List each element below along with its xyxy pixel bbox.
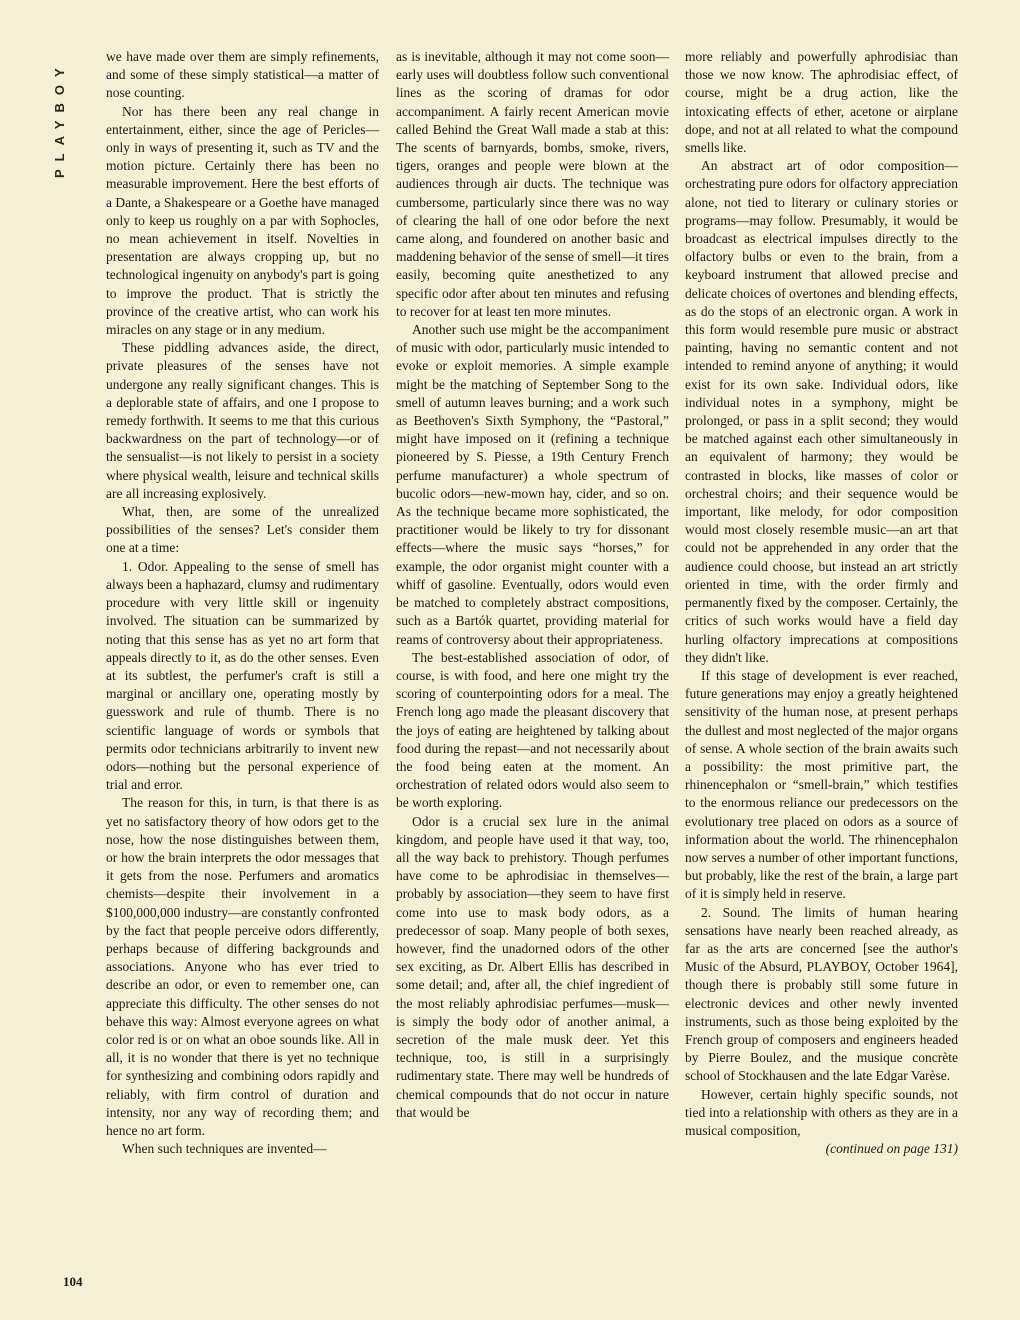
paragraph: we have made over them are simply refinements, and some of these simply statistical—a matter of nose counting. <box>106 49 379 101</box>
paragraph: However, certain highly specific sounds, not tied into a relationship with others as they are in a musical composition, <box>685 1086 958 1138</box>
column-3 <box>685 48 958 1158</box>
paragraph: as is inevitable, although it may not come soon—early uses will doubtless follow such conventional lines as the scoring of dramas for odor accompaniment. A fairly recent American movie called Behind the Great Wall made a stab at this: The scents of barnyards, bombs, smoke, rivers, tigers, oranges and people were blown at the audiences through air ducts. The technique was cumbersome, particularly since there was no way of clearing the hall of one odor before the next came along, and foundered on another basic and maddening behavior of the sense of smell—it tires easily, becoming quite anesthetized to any specific odor after about ten minutes and refusing to recover for at least ten more minutes. <box>396 49 669 319</box>
continuation-note: (continued on page 131) <box>825 1141 958 1157</box>
page-number: 104 <box>63 1274 83 1289</box>
paragraph: 2. Sound. The limits of human hearing sensations have nearly been reached already, as far as the arts are concerned [see the author's Music of the Absurd, PLAYBOY, October 1964], though there is probably still some future in electronic devices and other newly invented instruments, such as those being exploited by the French group of composers and engineers headed by Pierre Boulez, and the musique concrète school of Stockhausen and the late Edgar Varèse. <box>685 904 958 1084</box>
paragraph: more reliably and powerfully aphrodisiac than those we now know. The aphrodisiac effect, of course, might be a drug action, like the intoxicating effects of ether, acetone or airplane dope, and not at all related to what the compound smells like. <box>685 49 958 156</box>
paragraph: Another such use might be the accompaniment of music with odor, particularly music intended to evoke or exploit memories. A simple example might be the matching of September Song to the smell of autumn leaves burning; and a work such as Beethoven's Sixth Symphony, the “Pastoral,” might have imposed on it (refining a technique pioneered by S. Piesse, a 19th Century French perfume manufacturer) a whole spectrum of bucolic odors—new-mown hay, cider, and so on. As the technique became more sophisticated, the practitioner would be likely to try for dissonant effects—where the music says “horses,” for example, the odor organist might counter with a whiff of gasoline. Eventually, odors would even be matched to completely abstract compositions, such as a Bartók quartet, providing material for reams of controversy about their appropriateness. <box>396 322 669 647</box>
paragraph: 1. Odor. Appealing to the sense of smell has always been a haphazard, clumsy and rudimentary procedure with very little skill or ingenuity involved. The situation can be summarized by noting that this sense has as yet no art form that appeals directly to it, as do the other senses. Even at its subtlest, the perfumer's craft is still a marginal or ancillary one, operating mostly by guesswork and rule of thumb. There is no scientific language of words or symbols that permits odor technicians arbitrarily to invent new odors—nothing but the personal experience of trial and error. <box>106 558 379 793</box>
paragraph: Nor has there been any real change in entertainment, either, since the age of Pericles—only in ways of presenting it, such as TV and the motion picture. Certainly there has been no measurable improvement. Here the best efforts of a Dante, a Shakespeare or a Goethe have managed only to keep us roughly on a par with Sophocles, no mean achievement in itself. Novelties in presentation are always cropping up, but no technological ingenuity on anybody's part is going to improve the product. That is strictly the province of the creative artist, who can work his miracles on any stage or in any medium. <box>106 103 379 338</box>
magazine-name: PLAYBOY <box>52 60 67 178</box>
column-1 <box>106 48 379 1158</box>
paragraph: An abstract art of odor composition—orchestrating pure odors for olfactory appreciation alone, not tied to literary or culinary stories or programs—may follow. Presumably, it would be broadcast as electrical impulses directly to the olfactory bulbs or even to the brain, from a keyboard instrument that allowed precise and delicate choices of overtones and blending effects, as do the stops of an electronic organ. A work in this form would resemble pure music or abstract painting, having no semantic content and not intended to remind anyone of anything; it would exist for its own sake. Individual odors, like individual notes in a symphony, might be prolonged, or pass in a split second; they would be matched against each other simultaneously in an equivalent of harmony; they would be contrasted in blocks, like masses of color or orchestral choirs; and their sequence would be important, like melody, for odor composition would most closely resemble music—an art that could not be apprehended in any order that the audience could choose, but instead an art strictly oriented in time, with the order firmly and permanently fixed by the composer. Certainly, the critics of such works would have a field day hurling olfactory imprecations at compositions they didn't like. <box>685 158 958 665</box>
paragraph: These piddling advances aside, the direct, private pleasures of the senses have not undergone any really significant changes. This is a deplorable state of affairs, and one I propose to remedy forthwith. It seems to me that this curious backwardness on the part of technology—or of the sensualist—is not likely to persist in a society where physical wealth, leisure and technical skills are all increasing explosively. <box>106 340 379 501</box>
paragraph: What, then, are some of the unrealized possibilities of the senses? Let's consider them one at a time: <box>106 504 379 556</box>
paragraph: When such techniques are invented— <box>122 1141 327 1157</box>
paragraph: The best-established association of odor, of course, is with food, and here one might try the scoring of counterpointing odors for a meal. The French long ago made the pleasant discovery that the joys of eating are heightened by talking about food during the repast—and not necessarily about the food being eaten at the moment. An orchestration of related odors would also seem to be worth exploring. <box>396 649 669 811</box>
paragraph: Odor is a crucial sex lure in the animal kingdom, and people have used it that way, too, all the way back to prehistory. Though perfumes have come to be aphrodisiac in themselves—probably by association—they seem to have first come into use to mask body odors, as a predecessor of soap. Many people of both sexes, however, find the unadorned odors of the other sex exciting, as Dr. Albert Ellis has described in some detail; and, after all, the chief ingredient of the most reliably aphrodisiac perfumes—musk—is simply the body odor of another animal, a secretion of the male musk deer. Yet this technique, too, is still in a surprisingly rudimentary state. There may well be hundreds of chemical compounds that do not occur in nature that would be <box>396 813 669 1120</box>
column-2 <box>396 48 669 1122</box>
paragraph: If this stage of development is ever reached, future generations may enjoy a greatly heightened sensitivity of the human nose, at present perhaps the dullest and most neglected of the major organs of sense. A whole section of the brain awaits such a possibility: the most primitive part, the rhinencephalon or “smell-brain,” which testifies to the enormous reliance our predecessors on the evolutionary tree placed on odors as a source of information about the world. The rhinencephalon now serves a number of other important functions, but probably, like the rest of the brain, a large part of it is simply held in reserve. <box>685 667 958 902</box>
paragraph: The reason for this, in turn, is that there is as yet no satisfactory theory of how odors get to the nose, how the nose distinguishes between them, or how the brain interprets the odor messages that it gets from the nose. Perfumers and aromatics chemists—despite their involvement in a $100,000,000 industry—are constantly confronted by the fact that people perceive odors differently, perhaps because of differing backgrounds and associations. Anyone who has ever tried to describe an odor, or even to remember one, can appreciate this difficulty. The other senses do not behave this way: Almost everyone agrees on what color red is or on what an oboe sounds like. All in all, it is no wonder that there is yet no technique for synthesizing and combining odors rapidly and reliably, with firm control of duration and intensity, nor any way of recording them; and hence no art form. <box>106 795 379 1138</box>
